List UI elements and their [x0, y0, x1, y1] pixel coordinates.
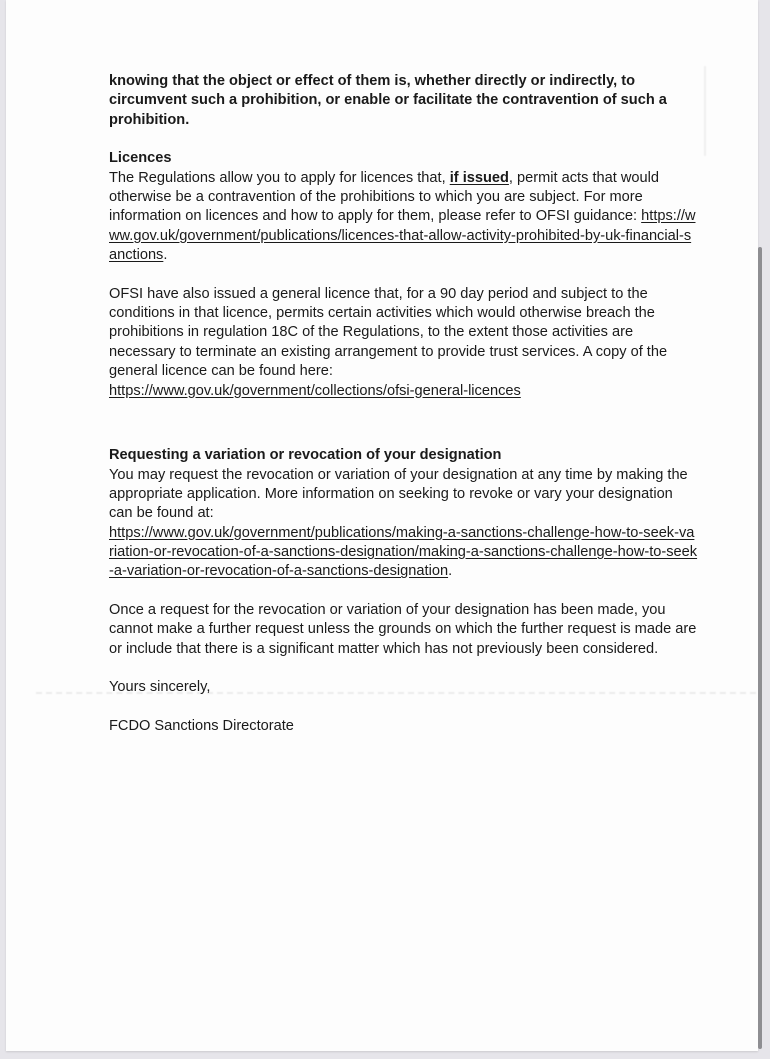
closing-line: Yours sincerely,: [109, 679, 211, 696]
variation-link-suffix: .: [448, 563, 453, 580]
scrollbar-thumb[interactable]: [758, 247, 762, 1049]
general-licence-paragraph: OFSI have also issued a general licence that, for a 90 day period and subject to the conditions in that licence, permits certain activities which would otherwise breach the prohibitions in regulation 18C of the Regulations, to the extent those activities are necessary to terminate an existing arrangement to provide trust services. A copy of the general licence can be found here:: [109, 285, 668, 380]
general-licences-link[interactable]: https://www.gov.uk/government/collections/ofsi-general-licences: [109, 382, 521, 399]
letter-body: [109, 72, 699, 736]
licences-paragraph: [109, 169, 699, 266]
general-licence-link-line: [109, 382, 699, 401]
if-issued-emphasis: if issued: [449, 169, 509, 186]
licences-heading: Licences: [109, 150, 172, 167]
variation-heading: Requesting a variation or revocation of your designation: [109, 447, 502, 464]
licences-guidance-link[interactable]: https://www.gov.uk/government/publications/licences-that-allow-activity-prohibited-by-uk-financial-sanctions: [109, 208, 696, 264]
sanctions-challenge-link[interactable]: https://www.gov.uk/government/publications/making-a-sanctions-challenge-how-to-seek-variation-or-revocation-of-a-sanctions-designation/making-a-sanctions-challenge-how-to-seek-a-variation-or-revocation-of-a-sanctions-designation: [109, 524, 698, 580]
intro-paragraph: knowing that the object or effect of them is, whether directly or indirectly, to circumvent such a prohibition, or enable or facilitate the contravention of such a prohibition.: [109, 73, 667, 128]
licences-text-after: , permit acts that would otherwise be a contravention of the prohibitions to which you are subject. For more information on licences and how to apply for them, please refer to OFSI guidance:: [109, 169, 659, 225]
variation-paragraph: You may request the revocation or variation of your designation at any time by making the appropriate application. More information on seeking to revoke or vary your designation can be found at:: [109, 466, 688, 522]
licences-link-suffix: .: [163, 247, 168, 264]
document-page: [6, 0, 758, 1051]
further-request-paragraph: Once a request for the revocation or variation of your designation has been made, you cannot make a further request unless the grounds on which the further request is made are or include that there is a significant matter which has not previously been considered.: [109, 601, 697, 657]
signature: FCDO Sanctions Directorate: [109, 718, 294, 734]
licences-text-before: The Regulations allow you to apply for licences that,: [109, 169, 450, 186]
variation-link-line: [109, 524, 699, 582]
